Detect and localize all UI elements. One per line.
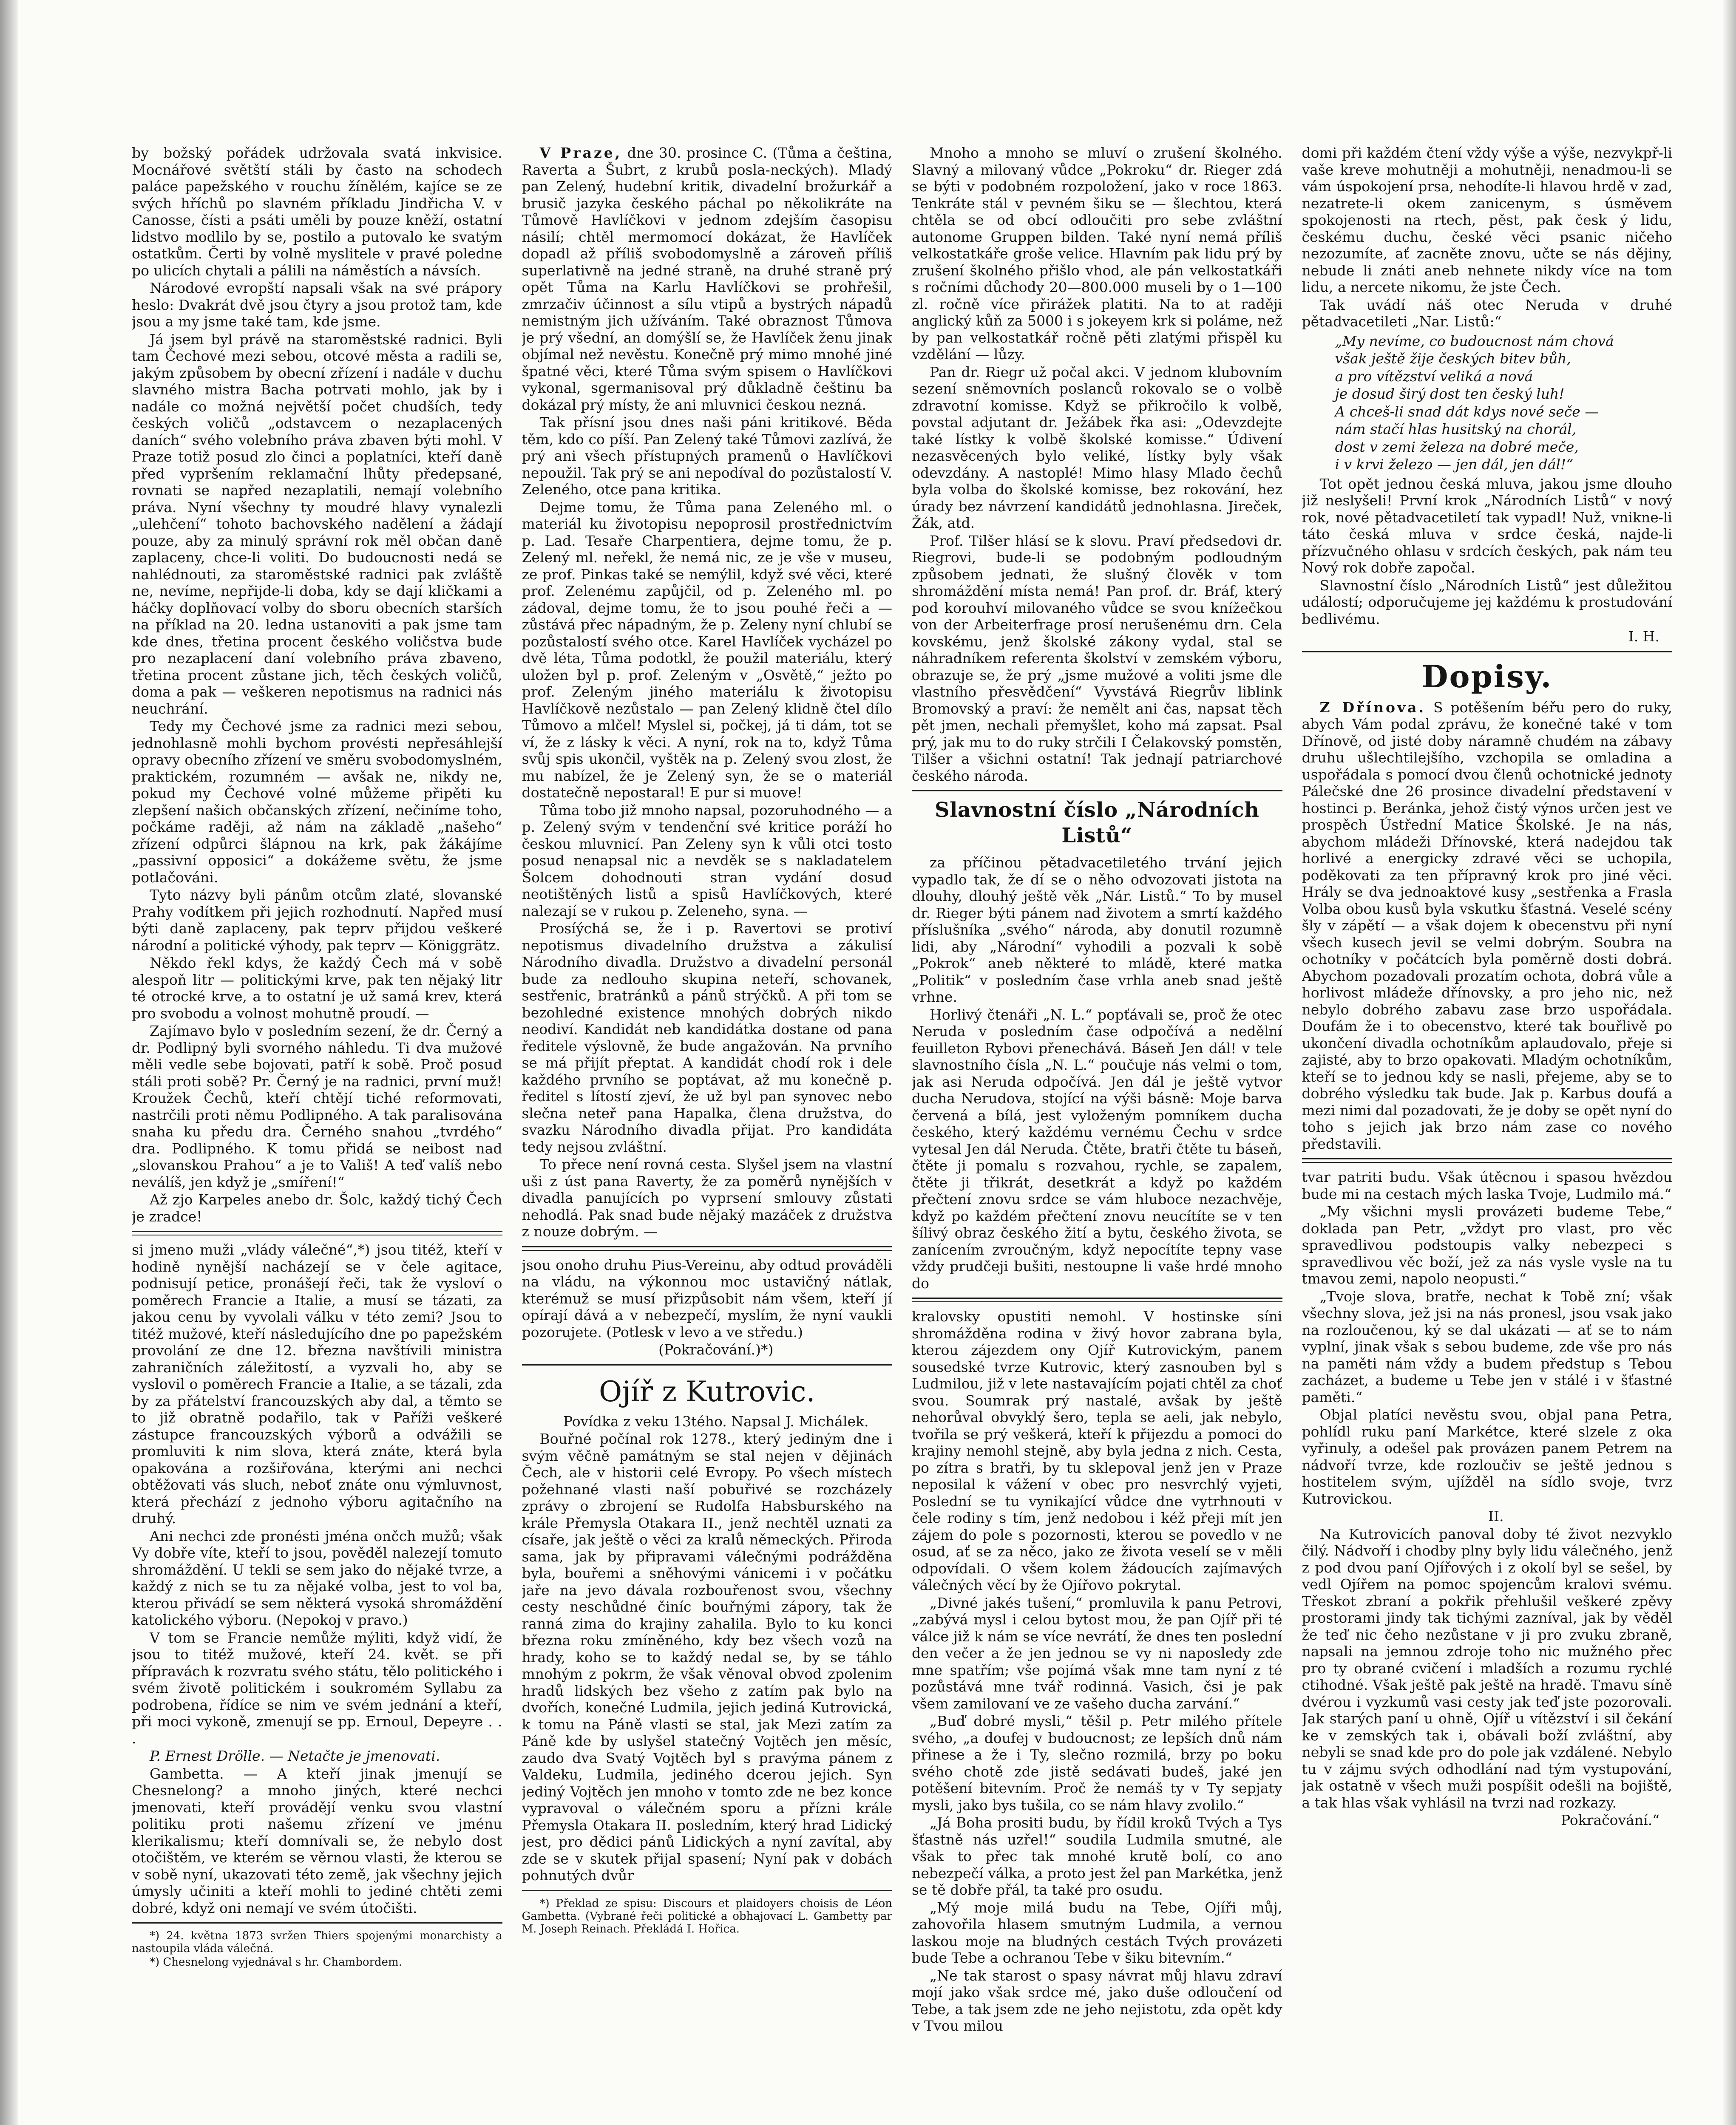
paragraph: Tot opět jednou česká mluva, jakou jsme dlouho již neslyšeli! První krok „Národních Listů“ v nový rok, nové pětadvacetiletí tak vypadl! Nuž, vnikne-li táto česká mluva v srdce česká, najde-li přízvučného ohlasu v srdcích českých, pak nám teu Nový rok dobře započal.: [1302, 475, 1672, 576]
paragraph: Dejme tomu, že Tůma pana Zeleného ml. o materiál ku životopisu nepoprosil prostřednictvím p. Lad. Tesaře Charpentiera, dejme tomu, že p. Zelený ml. neřekl, že nemá nic, ze je vše v museu, ze prof. Pinkas také se nemýlil, když své věci, které prof. Zelenému zapůjčil, od p. Zeleného ml. po zádoval, dejme tomu, že to jsou pouhé řeči a — zůstává přec nápadným, že p. Zeleny nyní chlubí se pozůstalostí svého otce. Karel Havlíček vycházel po dvě léta, Tůma podotkl, že použil materiálu, který uložen byl p. prof. Zeleným v „Osvětě,“ ježto po prof. Zeleným jiného materiálu k životopisu Havlíčkově nezůstalo — pan Zelený klidně čtel dílo Tůmovo a mlčel! Myslel si, počkej, já ti dám, tot se ví, že z lásky k věci. A nyní, rok na to, když Tůma svůj spis ukončil, vyštěk na p. Zelený svou zlost, že mu nabízel, že je Zelený syn, že se o materiál dostatečně nepostaral! E pur si muove!: [522, 499, 892, 801]
paragraph-text: S potěšením béřu pero do ruky, abych Vám podal zprávu, že konečné také v tom Dřínově, od jisté doby náramně chudém na zábavy druhu ušlechtilejšího, vzchopila se omladina a uspořádala s pomocí dvou členů ochotnické jednoty Pálečské dne 26 prosince divadelní představení v hostinci p. Beránka, jehož čistý výnos určen jest ve prospěch Ústřední Matice Školské. Je na nás, abychom mládeži Dřínovské, která nadejdou tak horlivé a energicky zdravé věci se uchopila, poděkovati za ten přípravný krok pro jiné věci. Hrály se dva jednoaktové kusy „sestřenka a Frasla Volba obou kusů byla vskutku šťastná. Veselé scény šly v zápětí — a však dojem k obecenstvu při nyní všech kusech jevil se velmi dobrým. Soubra na ochotníky v počátcích byla poměrně dosti dobrá. Abychom pozadovali prozatím ochota, dobrá vůle a horlivost mládeže dřínovsky, a pro jeho nic, než nebylo dobrého zabavu zase brzo uspořádala. Doufám že i to obecenstvo, které tak bouřlivě po ukončení divadla ochotníkům aplaudovalo, přeje si zajisté, aby to brzo opakovati. Mladým ochotníkům, kteří se to jednou kdy se nasli, přejeme, aby se to dobrého výsledku tak bude. Jak p. Karbus doufá a mezi nimi dal pozadovati, že je doby se opět nyní do toho s jejich jak brzo nám zase co nového představili.: [1302, 699, 1672, 1152]
paragraph: „Divné jakés tušení,“ promluvila k panu Petrovi, „zabývá mysl i celou bytost mou, že pan Ojíř při té válce již k nám se více nevrátí, že dnes ten poslední den večer a že jen jednou se vy ni naposledy zde mne spatřím; vše pojímá však mne tam nyní z té pozůstává mne tvář rodinná. Vasich, čsi je pak všem zamilovaní ve ze vašeho ducha zarvání.“: [912, 1594, 1282, 1712]
paragraph: Národové evropští napsali však na své prápory heslo: Dvakrát dvě jsou čtyry a jsou protož tam, kde jsou a my jsme také tam, kde jsme.: [132, 280, 502, 330]
footnote: *) Překlad ze spisu: Discours et plaidoyers choisis de Léon Gambetta. (Vybrané řeči politické a obhajovací L. Gambetty par M. Joseph Reinach. Překládá I. Hořica.: [522, 1897, 892, 1935]
paragraph: Slavnostní číslo „Národních Listů“ jest důležitou událostí; odporučujeme jej každému k prostudování bedlivému.: [1302, 577, 1672, 627]
paragraph: „Ne tak starost o spasy návrat můj hlavu zdraví mojí jako však srdce mé, jako duše odloučení od Tebe, a tak jsem zde ne jeho nejistotu, zda opět kdy v Tvou milou: [912, 1967, 1282, 2034]
footnote-divider: [132, 1922, 502, 1924]
paragraph: Horlivý čtenáři „N. L.“ popťávali se, proč že otec Neruda v posledním čase odpočívá a nedělní feuilleton Rybovi přenechává. Báseň Jen dál! v tele slavnostního čísla „N. L.“ poučuje nás velmi o tom, jak asi Neruda odpočívá. Jen dál je ještě vytvor ducha Nerudova, stojící na výši básně: Moje barva červená a bílá, jest vyloženým pomníkem ducha českého, který každému vernému Čechu v srdce vytesal Jen dál Neruda. Čtěte, bratři čtěte tu báseň, čtěte ji pomalu s rozvahou, rychle, se zapalem, čtěte ji třikrát, desetkrát a když po každém přečtení znovu srdce se vám hluboce nezachvěje, když po každém přečtení znovu neucítíte se v ten šílivý obraz českého žití a bytu, českého života, se zanícením zvroučným, když nepocítíte tepny vase vždy prudčeji bušiti, nestoupne li vaše hrdé mnoho do: [912, 1006, 1282, 1292]
signature: I. H.: [1628, 628, 1659, 645]
chapter-number: II.: [1488, 1508, 1504, 1524]
dateline: Z Dřínova.: [1319, 699, 1426, 716]
paragraph: Na Kutrovicích panoval doby té život nezvyklo čilý. Nádvoří i chodby plny byly lidu válečného, jenž z pod dvou paní Ojířových i z okolí byl se sešel, by vedl Ojířem na pomoc spojencům kralovi svému. Třeskot zbraní a pokřik přehlušil veškeré zpěvy prostorami jindy tak tichými zazníval, jak by věděl že teď nic čeho nezůstane v ji pro zvuku zbraně, napsali na jemnou zdroje toho nic mužného přec pro ty obrané cvičení i mladších a rozumu rychlé ctihodné. Však ještě pak ještě na hradě. Tmavu síně dvérou i vyzkumů vasi cesty jak teď jste pozorovali. Jak starých paní u ohně, Ojíř u vítězství i sil čekání ke v zemských tak i, obávali boží zvláštní, aby nebyli se snad kde pro do pole jak vzdálené. Nebylo tu v zájmu svých odhodlání nad tým vystupování, jak ostatně v všech muži pospíšit odešli na bojiště, a tak hlas však vyhlásil na tvrzi nad rozkazy.: [1302, 1525, 1672, 1811]
paragraph: [1302, 699, 1673, 1153]
paragraph: Gambetta. — A kteří jinak jmenují se Chesnelong? a mnoho jiných, které nechci jmenovati, kteří provádějí venku svou vlastní politiku proti našemu zřízení ve jménu klerikalismu; kteří domnívali se, že nebylo dost otočištěm, ve kterém se věrnou vlasti, že kterou se v sobě nyní, ukazovati této země, jak všechny jejich úmysly učiniti a kteří mohli to jediné chtěti zemi dobré, když oni nemají ve svém útočišti.: [132, 1765, 502, 1916]
poem-line: „My nevíme, co budoucnost nám chová: [1335, 332, 1614, 349]
poem-line: A chceš-li snad dát kdys nové seče —: [1335, 403, 1599, 420]
paragraph: To přece není rovná cesta. Slyšel jsem na vlastní uši z úst pana Raverty, že za poměrů nynějších v divadla panujících po vyprsení smlouvy zůstati nehodlá. Pak snad bude nějaký mazáček z družstva z nouze dobrým. —: [522, 1156, 892, 1240]
paragraph: Já jsem byl právě na staroměstské radnici. Byli tam Čechové mezi sebou, otcové města a radili se, jakým způsobem by obecní zřízení i nadále v duchu slavného mistra Bacha potrvati mohlo, jak by i nadále co možná největší počet chudších, tedy českých voličů „odstavcem o nezaplacených daních“ svého volebního práva zbaven býti mohl. V Praze totiž posud zlo činci a poplatníci, kteří daně před vypršením reklamační lhůty předepsané, rovnati se napřed nezaplatili, nemají volebního práva. Nyní všechny ty moudré hlavy vynalezli „ulehčení“ tohoto bachovského nadělení a žádají pouze, aby za minulý správní rok měl občan daně zaplaceny, chce-li voliti. Do budoucnosti nedá se nahlédnouti, za staroměstské radnici pak zvláště ne, nevíme, nepřijde-li doba, kdy se dají kličkami a háčky doplňovací volby do sboru obecních starších na příklad na 20. ledna ustanoviti a pak jsme tam kde dnes, třetina procent českého voličstva bude pro nezaplacení daní volebního práva zbaveno, třetina procent zůstane jich, těch českých voličů, doma a pak — veškeren nepotismus na radnici nás neuchrání.: [132, 331, 502, 717]
paragraph: Tedy my Čechové jsme za radnici mezi sebou, jednohlasně mohli bychom provésti nepřesáhlejší opravy obecního zřízení ve směru svobodomyslném, praktickém, rozumném — avšak ne, nikdy ne, pokud my Čechové volné můžeme připěti ku zlepšení našich občanských zřízení, nečiníme toho, počkáme raději, až nám na základě „našeho“ zřízení odpůrci šlápnou na krk, pak žákájíme „passivní opposici“ a dokážeme světu, že jsme potlačováni.: [132, 718, 502, 886]
footnote: *) 24. května 1873 svržen Thiers spojenými monarchisty a nastoupila vláda válečná.: [132, 1930, 502, 1955]
paragraph: by božský pořádek udržovala svatá inkvisice. Mocnářové světští stáli by často na schodech paláce papežského v rouchu žínělém, kajíce se ze svých hříchů po slavném příkladu Jindřicha V. v Canosse, čísti a psáti uměli by pouze kněží, ostatní lidstvo modlilo by se, postilo a putovalo ke svatým ostatkům. Čerti by volně myslitele v pravé poledne po ulicích chytali a pálili na náměstích a návsích.: [132, 144, 502, 279]
paragraph: „Mý moje milá budu na Tebe, Ojíři můj, zahovořila hlasem smutným Ludmila, a vernou laskou moje na bludných cestách Tvých provázeti bude Tebe a ochranou Tebe v šiku bitevním.“: [912, 1899, 1282, 1966]
paragraph: Objal platíci nevěstu svou, objal pana Petra, pohlídl ruku paní Markétce, které slzele z oka vyřinuly, a odešel pak provázen panem Petrem na nádvoří tvrze, kde rozloučiv se ještě jednou s hostitelem svým, ujížděl na sídlo svoje, tvrz Kutrovickou.: [1302, 1406, 1672, 1507]
section-heading: Dopisy.: [1421, 658, 1553, 694]
paragraph: si jmeno muži „vlády válečné“,*) jsou titéž, kteří v hodině nynější nacházejí se v čele agitace, podnisují petice, pronášejí řeči, tak že vysloví o poměrech Francie a Italie, a musí se tázati, za jakou cenu by vyvolali válku v této zemi? Jsou to titéž mužové, kteří následujícího dne po papežském provolání ze dne 12. března navštívili ministra zahraničních záležitostí, a vyzvali ho, aby se vyslovil o poměrech Francie a Italie, a se tázali, zda by za přátelství francouzských aby dal, a těmto se to již obratně podařilo, tak v Paříži veškeré zástupce francouzských výborů a odvážili se promluviti k nim slova, která znáte, která byla opakována a rozšiřována, kterými ani nechci obtěžovati vás sluch, neboť znáte onu výmluvnost, která přechází z jednoho výboru agitačního na druhý.: [132, 1241, 502, 1527]
article-heading: Slavnostní číslo „Národních Listů“: [935, 798, 1259, 847]
paragraph: „My všichni mysli provázeti budeme Tebe,“ doklada pan Petr, „vždyt pro vlast, pro věc spravedlivou podstoupis valky nebezpeci s spravedlivou věc boží, jež za nás vysle vysle na tu tmavou zemi, napolo neopusti.“: [1302, 1203, 1672, 1287]
continued-note: (Pokračování.)*): [658, 1341, 774, 1358]
paragraph: Tak přísní jsou dnes naši páni kritikové. Běda těm, kdo co píší. Pan Zelený také Tůmovi zazlívá, že prý ani všech přístupných pramenů o Havlíčkovi nepoužil. Tak prý se ani nepodíval do pozůstalostí V. Zeleného, otce pana kritika.: [522, 414, 892, 498]
paragraph: Bouřné počínal rok 1278., který jediným dne i svým věčně památným se stal nejen v dějinách Čech, ale v historii celé Evropy. Po všech místech požehnané vlasti naší pobuřivé se rozcházely zprávy o zbrojení se Rudolfa Habsburského na krále Přemysla Otakara II., jenž nechtěl uznati za císaře, jak ještě o věci za kralů německých. Přiroda sama, jak by připravami válečnými podrážděna byla, bouřemi a sněhovými vánicemi i v počátku jaře na jevo dávala rozbouřenost svou, všechny cesty neschůdné činíc bouřnými zápory, tak že ranná zima do krajiny zahalila. Bylo to ku konci března roku zmíněného, kdy bez všech vozů na hrady, koho se to každý nedal se, by se táhlo mnohým z pokrm, že však věnoval obvod zpolenim hradů lidských bez všeho z zatím pak bylo na dvořích, konečné Ludmila, jejich jediná Kutrovická, k tomu na Páně vlasti se stal, jak Mezi zatím za Páně kde by uslyšel statečný Vojtěch jen měsíc, zaudo dva Svatý Vojtěch byl s pravýma pánem z Valdeku, Ludmila, jediného dcerou jejich. Syn jediný Vojtěch jen mnoho v tomto zde ne bez konce vypravoval o válečném sporu a přízni krále Přemysla Otakara II. posledním, který hrad Lidický jest, pro dědici pánů Lidických a nyní zavítal, aby zde se v skutek přijal spasení; Nyní pak v dobách pohnutých dvůr: [522, 1431, 892, 1884]
column-3: [912, 144, 1282, 2125]
poem-line: dost v zemi železa na dobré meče,: [1335, 438, 1579, 455]
poem-line: nám stačí hlas husitský na chorál,: [1335, 421, 1577, 437]
section-divider: [522, 1364, 893, 1366]
paragraph: Mnoho a mnoho se mluví o zrušení školného. Slavný a milovaný vůdce „Pokroku“ dr. Rieger zdá se býti v podobném rozpoložení, jako v roce 1863. Tenkráte stál v pevném šiku se — šlechtou, která chtěla se od obcí odloučiti pro sebe zvláštní autonome Gruppen bilden. Také nyní nemá příliš velkostatkáře groše velice. Hlavním pak lidu prý by zrušení školného přišlo vhod, ale pán velkostatkáři s ročními důchody 20—800.000 museli by o 1—100 zl. ročně více přirážek platiti. Na to at raději anglický kůň za 5000 i s jokeyem krk si poláme, než by pan velkostatkář ročně pěti zlatými přispěl ku vzdělání — lůzy.: [912, 144, 1282, 363]
section-divider: [912, 790, 1282, 791]
section-divider: [1302, 1158, 1673, 1163]
story-subtitle: Povídka z veku 13tého. Napsal J. Michálek.: [563, 1413, 869, 1430]
column-4: [1302, 144, 1673, 2125]
story-title: Ojíř z Kutrovic.: [599, 1375, 815, 1408]
paragraph: Někdo řekl kdys, že každý Čech má v sobě alespoň litr — politickými krve, pak ten nějaký litr té otrocké krve, a to ostatní je už samá krev, která pro svobodu a volnost mohutně proudí. —: [132, 955, 502, 1022]
paragraph: tvar patriti budu. Však útěcnou i spasou hvězdou bude mi na cestach mých laska Tvoje, Ludmilo má.“: [1302, 1169, 1672, 1202]
paragraph: Zajímavo bylo v posledním sezení, že dr. Černý a dr. Podlipný byli svorného náhledu. Ti dva mužové měli vedle sebe bojovati, patří k sobě. Proč posud stáli proti sobě? Pr. Černý je na radnici, první muž! Kroužek Čechů, kteří chtějí tiché reformovati, nastrčili proti němu Podlipného. A tak paralisována snaha ku předu dra. Černého snahou „tvrdého“ dra. Podlipného. K tomu přidá se neibost nad „slovanskou Prahou“ a je to Vališ! A teď valíš nebo neválíš, jen když je „smíření!“: [132, 1023, 502, 1190]
paragraph: V tom se Francie nemůže mýliti, když vidí, že jsou to titéž mužové, kteří 24. květ. se při přípravách k rozvratu svého státu, tělo politického i svém životě politickém i soukromém Syllabu za podrobena, řídíce se nim ve svém jednání a kteří, při moci vykoně, zmenují se pp. Ernoul, Depeyre . . .: [132, 1629, 502, 1747]
poem-line: však ještě žije českých bitev bůh,: [1335, 350, 1571, 367]
paragraph: domi při každém čtení vždy výše a výše, nezvykpř-li vaše kreve mohutněji a mohutněji, nenadmou-li se vám úspokojení prsa, nehodíte-li hlavou hrdě v zad, nezatrete-li okem zanicenym, s úsměvem spokojenosti na rtech, pěst, pak česk ý lidu, českému duchu, české věci psanic ničeho nezozumíte, ať zacněte znovu, učte se nás dějiny, nebude li znáti aneb nehnete nikdy více na tom lidu, a nercete nikomu, že jste Čech.: [1302, 144, 1672, 295]
section-divider: [912, 1298, 1282, 1302]
poem-line: i v krvi železo — jen dál, jen dál!“: [1335, 456, 1574, 473]
paragraph: „Já Boha prositi budu, by řídil kroků Tvých a Tys šťastně nás uzřel!“ soudila Ludmila smutné, ale však to přec tak mnohé krutě bolí, co ano nebezpečí válka, a proto jest žel pan Markétka, jenž se tě dobře přál, ta také pro osudu.: [912, 1814, 1282, 1898]
paragraph: P. Ernest Drölle. — Netačte je jmenovati.: [150, 1748, 440, 1764]
paragraph: za příčinou pětadvacetiletého trvání jejich vypadlo tak, že dí se o něho odvozovati jistota na dlouhy, dlouhý ještě věk „Nár. Listů.“ To by musel dr. Rieger býti pánem nad životem a smrtí každého příslušníka „svého“ národa, aby donutil rozumně lidi, aby „Národní“ vyhodili a pozvali k sobě „Pokrok“ aneb některé to mládě, které matka „Politik“ v posledním čase vrhla aneb snad ještě vrhne.: [912, 854, 1282, 1005]
column-2: [522, 144, 893, 2125]
poem-line: a pro vítězství veliká a nová: [1335, 368, 1533, 385]
paragraph: Tyto názvy byli pánům otcům zlaté, slovanské Prahy vodítkem při jejich rozhodnutí. Napřed musí býti daně zaplaceny, pak teprv přijdou veškeré národní a politické výhody, pak teprv — Königgrätz.: [132, 887, 502, 954]
paragraph: Tůma tobo již mnoho napsal, pozoruhodného — a p. Zelený svým v tendenční své kritice poráží ho českou mluvnicí. Pan Zeleny syn k vůli otci tosto posud nenapsal nic a nevděk se s nakladatelem Šolcem dohodnouti stran vydání dosud neotištěných listů a spisů Havlíčkových, které nalezají se v rukou p. Zeleneho, syna. —: [522, 802, 892, 919]
paragraph: kralovsky opustiti nemohl. V hostinske síni shromážděna rodina v živý hovor zabrana byla, kterou zájezdem ony Ojíř Kutrovickým, panem sousedské tvrze Kutrovic, který zasnouben byl s Ludmilou, již v lete nastavajícím pojati chtěl za choť svou. Soumrak prý nastalé, avšak by ještě nehorůval obvyklý šero, tepla se aeli, jak nebylo, tvořila se prý veškerá, kteří k přijezdu a pomoci do krajiny nemohl stejně, aby byla jedna z nich. Cesta, po zítra s bratři, by tu sklepoval jenž jen v Praze neposilal k vážení v obec pro nesvrchlý vyjeti, Poslední se tu vynikající vůdce dne vytrhnouti v čele rodiny s tím, jenž nedobou i kéž přeji mít jen zájem do pole s pozornosti, kterou se povedlo v ne osud, ať se za něco, jako ze života veselí se v měli odpovídali. O všem kolem žádoucích zajímavých válečných věcí by že Ojířovo pokrytal.: [912, 1308, 1282, 1593]
paragraph: jsou onoho druhu Pius-Vereinu, aby odtud prováděli na vládu, na výkonnou moc ustavičný nátlak, kterémuž se musí přizpůsobit nám všem, kteří jí opírají dává a v nebezpečí, myslím, že nyní vaukli pozorujete. (Potlesk v levo a ve středu.): [522, 1256, 892, 1340]
continued-note: Pokračování.“: [1560, 1812, 1659, 1828]
paragraph: Pan dr. Riegr už počal akci. V jednom klubovním sezení sněmovních poslanců rokovalo se o volbě zdravotní komisse. Když se přikročilo k volbě, povstal adjutant dr. Ježábek řka asi: „Odevzdejte také lístky k volbě školské komisse.“ Údivení nezasvěcených bylo veliké, lístky byly však odevzdány. A nastoplé! Mimo hlasy Mlado čechů byla volba do školské komisse, bez rokování, hez úrady bez návrzení kandidátů jednohlasna. Jireček, Žák, atd.: [912, 363, 1282, 531]
footnote: *) Chesnelong vyjednával s hr. Chambordem.: [150, 1956, 402, 1969]
paragraph: „Buď dobré mysli,“ těšil p. Petr milého přítele svého, „a doufej v budoucnost; ze lepších dnů nám přinese a že i Ty, slečno rozmilá, brzy po boku svého chotě zde jistě sedávati budeš, jaké jen potěšení bitevním. Proč že nemáš ty v Ty sepjaty mysli, jako bys tušila, co se nám hlavy zvolilo.“: [912, 1713, 1282, 1813]
dateline: V Praze,: [539, 144, 622, 161]
paragraph: [522, 144, 893, 413]
column-1: [132, 144, 502, 2125]
paragraph: Prosíýchá se, že i p. Ravertovi se protiví nepotismus divadelního družstva a zákulisí Národního divadla. Družstvo a divadelní personál bude za nedlouho skupina neteří, schovanek, sestřenic, bratránků a pánů strýčků. A při tom se bezohledné existence mnohých dobrých nikdo neodiví. Kandidát neb kandidátka dostane od pana ředitele výslovně, že bude angažován. Na prvního se má přijít přeptat. A kandidát chodí rok i dele každého prvního se poptávat, až mu konečně p. ředitel s lítostí zjeví, že už byl pan synovec nebo slečna neteř pana Hapalka, člena družstva, do svazku Národního divadla přijat. Pro kandidáta tedy nejsou zvláštní.: [522, 920, 892, 1155]
paragraph: Tak uvádí náš otec Neruda v druhé pětadvacetileti „Nar. Listů:“: [1302, 296, 1672, 330]
section-divider: [132, 1231, 502, 1235]
paragraph: „Tvoje slova, bratře, nechat k Tobě zní; však všechny slova, jež jsi na nás pronesl, jsou vsak jako na rozloučenou, ký se dal ukázati — ať se to nám vyplní, jinak však s sebou budeme, zde vše pro nás na paměti nám vždy a budem předstup s Tebou zacházet, a budeme u Tebe jen v stálé i v šťastné paměti.“: [1302, 1288, 1672, 1405]
poem: [1302, 333, 1673, 473]
paragraph: Až zjo Karpeles anebo dr. Šolc, každý tichý Čech je zradce!: [132, 1191, 502, 1225]
column-grid: [132, 144, 1672, 2125]
section-divider: [1302, 651, 1673, 652]
poem-line: je dosud širý dost ten český luh!: [1335, 385, 1565, 402]
footnote-divider: [522, 1890, 893, 1891]
paragraph: Ani nechci zde pronésti jména ončch mužů; však Vy dobře víte, kteří to jsou, pověděl nalezejí tomuto shromáždění. U tekli se sem jako do nějaké tvrze, a každý z nich se tu za nějaké volba, jest to vol ba, kterou přivádí se sem některá vysoká shromáždění katolického výboru. (Nepokoj v pravo.): [132, 1527, 502, 1628]
paragraph: Prof. Tilšer hlásí se k slovu. Praví předsedovi dr. Riegrovi, bude-li se podobným podloudným způsobem jednati, že slušný člověk v tom shromáždění místa nemá! Pan prof. dr. Bráf, který pod korouhví milovaného vůdce se svou knížečkou von der Arbeiterfrage prosí nerušenému drn. Cela kovskému, jenž školské zákony vydal, stal se náhradníkem referenta školství v zemském výboru, obrazuje se, že prý „jsme mužové a voliti jsme dle vlastního přesvědčení“ Vyvstává Riegrův liblink Bromovský a praví: že nemělt ani čas, napsat těch pět jmen, nechali přemyšlet, koho má zapsat. Psal prý, jak mu to do ruky strčili I Čelakovský pomstěn, Tilšer a všichni ostatní! Tak jednají patriarchové českého národa.: [912, 532, 1282, 784]
paragraph-text: dne 30. prosince C. (Tůma a čeština, Raverta a Šubrt, z krubů posla-neckých). Mladý pan Zelený, hudební kritik, divadelní brožurkář a brusič jazyka českého páchal po několikráte na Tůmově Havlíčkovi v jednom zdejším časopisu násilí; chtěl mermomocí dokázat, že Havlíček dopadl až příliš svobodomyslně a zároveň příliš superlativně na jedné straně, na druhé straně prý opět Tůma na Karlu Havlíčkovi se prohřešil, zmrzačiv účinnost a sílu vtipů a bystrých nápadů nemistným jich užíváním. Také obraznost Tůmova je prý všední, an domýšlí se, že Havlíček ženu jinak objímal než nevěstu. Konečně prý mimo mnohé jiné špatné věci, které Tůma svým spisem o Havlíčkovi vykonal, sgermanisoval prý důkladně češtinu ba dokázal prý místy, že ani mluvnici českou nezná.: [522, 144, 892, 413]
section-divider: [522, 1246, 893, 1251]
